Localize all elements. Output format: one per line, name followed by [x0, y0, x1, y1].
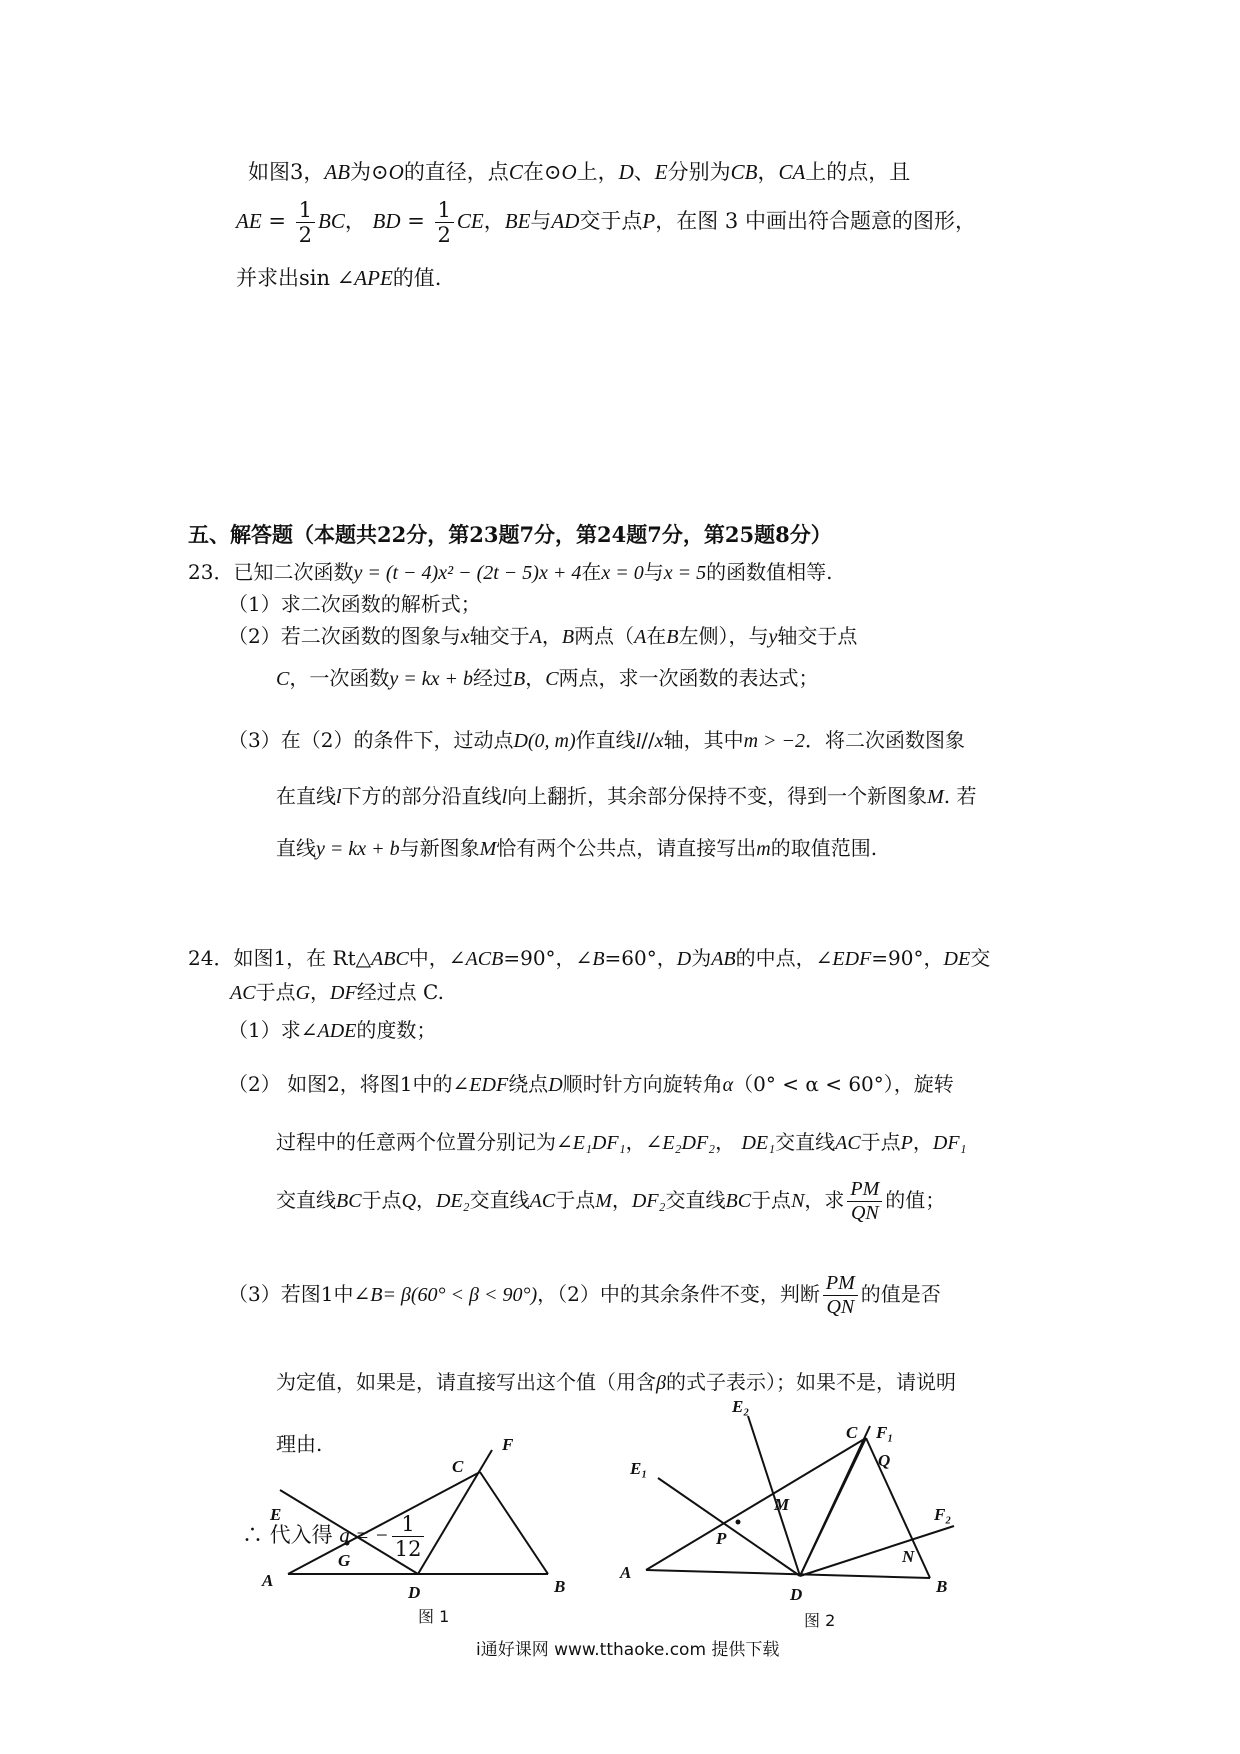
- q24-part3-cont2: 理由.: [276, 1432, 323, 1456]
- segment-ab: [646, 1570, 930, 1578]
- label-q: Q: [878, 1451, 891, 1470]
- q23-part3-cont2: 直线y = kx + b与新图象M恰有两个公共点，请直接写出m的取值范围.: [276, 836, 878, 860]
- label-f: F: [502, 1435, 514, 1454]
- q24-part2-cont2: 交直线BC于点Q，DE₂交直线AC于点M，DF₂交直线BC于点N，求 $\frac{PM}{QN}$ 的值；: [276, 1178, 946, 1224]
- point-p: [736, 1520, 741, 1525]
- segment-cb: [866, 1438, 930, 1578]
- q24-stem: 24．如图1，在 Rt△ABC中，∠ACB=90°，∠B=60°，D为AB的中点，∠EDF=90°，DE交: [188, 946, 991, 970]
- label-e: E: [270, 1505, 282, 1524]
- figure-2: [600, 1394, 980, 1634]
- fraction-pm-qn: $\frac{PM}{QN}$: [847, 1178, 882, 1225]
- overlay-text: ∴ 代入得 a = − $\frac{1}{12}$: [242, 1512, 427, 1561]
- q23-part2-cont: C，一次函数y = kx + b经过B，C两点，求一次函数的表达式；: [276, 666, 819, 690]
- q23-part3: （3）在（2）的条件下，过动点D(0, m)作直线l//x轴，其中m > −2．将二次函数图象: [228, 728, 966, 752]
- label-d: D: [408, 1583, 421, 1602]
- label-c: C: [452, 1457, 464, 1476]
- q23-part3-cont: 在直线l下方的部分沿直线l向上翻折，其余部分保持不变，得到一个新图象M. 若: [276, 784, 977, 808]
- q24-part3: （3）若图1中∠B= β(60° < β < 90°)，（2）中的其余条件不变，判断 $\frac{PM}{QN}$ 的值是否: [228, 1272, 941, 1318]
- fraction-pm-qn: $\frac{PM}{QN}$: [823, 1272, 858, 1319]
- label-d: D: [790, 1585, 803, 1604]
- section-heading: 五、解答题（本题共22分，第23题7分，第24题7分，第25题8分）: [188, 522, 832, 547]
- label-f1: F₁: [876, 1423, 894, 1442]
- figure-1-caption: 图 1: [418, 1607, 450, 1626]
- fraction-half: $\frac{1}{2}$: [296, 198, 315, 247]
- label-c: C: [846, 1423, 858, 1442]
- q23-part2: （2）若二次函数的图象与x轴交于A，B两点（A在B左侧），与y轴交于点: [228, 624, 858, 648]
- q22-line1: 如图3，AB为⊙O的直径，点C在⊙O上，D、E分别为CB，CA上的点，且: [248, 160, 911, 184]
- label-e1: E₁: [630, 1459, 648, 1478]
- label-f2: F₂: [934, 1505, 952, 1524]
- label-g: G: [338, 1551, 351, 1570]
- q22-line2: AE = $\frac{1}{2}$ BC， BD = $\frac{1}{2}$ CE，BE与AD交于点P，在图 3 中画出符合题意的图形，: [236, 198, 976, 248]
- q24-stem-cont: AC于点G，DF经过点 C.: [230, 980, 444, 1004]
- label-a: A: [262, 1571, 274, 1590]
- label-e2: E₂: [732, 1397, 750, 1416]
- footer-credit: i通好课网 www.tthaoke.com 提供下载: [476, 1640, 780, 1660]
- q24-part1: （1）求∠ADE的度数；: [228, 1018, 437, 1042]
- label-n: N: [902, 1547, 915, 1566]
- q23-part1: （1）求二次函数的解析式；: [228, 592, 481, 616]
- q22-line3: 并求出sin ∠APE的值.: [236, 266, 442, 290]
- ray-df2: [800, 1526, 954, 1576]
- label-a: A: [620, 1563, 632, 1582]
- label-p: P: [716, 1529, 727, 1548]
- label-b: B: [554, 1577, 566, 1596]
- q24-part3-cont: 为定值，如果是，请直接写出这个值（用含β的式子表示）；如果不是，请说明: [276, 1370, 956, 1394]
- q24-part2: （2） 如图2，将图1中的∠EDF绕点D顺时针方向旋转角α（0° < α < 60°），旋转: [228, 1072, 954, 1096]
- segment-cb: [480, 1472, 548, 1574]
- fraction-one-twelfth: $\frac{1}{12}$: [392, 1512, 425, 1561]
- fraction-half: $\frac{1}{2}$: [435, 198, 454, 247]
- label-m: M: [774, 1495, 790, 1514]
- q23-stem: 23．已知二次函数y = (t − 4)x² − (2t − 5)x + 4在x = 0与x = 5的函数值相等.: [188, 560, 833, 584]
- q24-part2-cont: 过程中的任意两个位置分别记为∠E₁DF₁，∠E₂DF₂， DE₁交直线AC于点P，DF₁: [276, 1130, 967, 1154]
- figure-2-caption: 图 2: [804, 1611, 836, 1630]
- label-b: B: [936, 1577, 948, 1596]
- ray-de1: [658, 1478, 800, 1576]
